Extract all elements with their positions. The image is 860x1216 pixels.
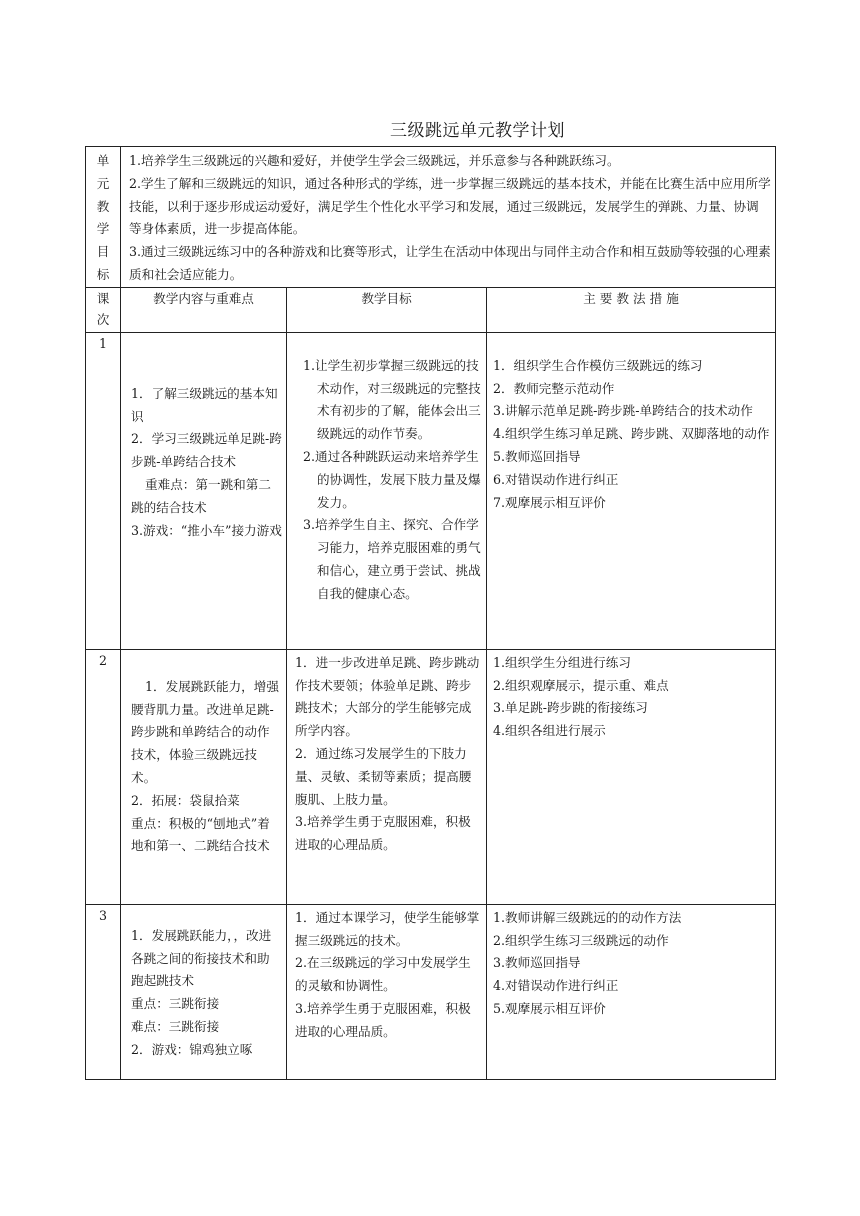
lesson-content: 1．发展跳跃能力，增强腰背肌力量。改进单足跳-跨步跳和单跨结合的动作技术，体验三级跳远技术。 2．拓展：袋鼠拾菜 重点：积极的“刨地式”着地和第一、二跳结合技术 [121, 649, 287, 904]
lesson-methods: 1．组织学生合作模仿三级跳远的练习 2．教师完整示范动作 3.讲解示范单足跳-跨步跳-单跨结合的技术动作 4.组织学生练习单足跳、跨步跳、双脚落地的动作 5.教师巡回指导 6.对错误动作进行纠正 7.观摩展示相互评价 [487, 332, 776, 649]
unit-goal-item: 3.通过三级跳远练习中的各种游戏和比赛等形式，让学生在活动中体现出与同伴主动合作和相互鼓励等较强的心理素质和社会适应能力。 [129, 244, 771, 282]
lesson-number: 3 [86, 904, 121, 1079]
document-title: 三级跳远单元教学计划 [390, 121, 565, 141]
header-lesson: 课 次 [86, 287, 121, 332]
unit-goal-item: 2.学生了解和三级跳远的知识，通过各种形式的学练，进一步掌握三级跳远的基本技术，并能在比赛生活中应用所学技能，以利于逐步形成运动爱好，满足学生个性化水平学习和发展，通过三级跳远，发展学生的弹跳、力量、协调等身体素质，进一步提高体能。 [129, 175, 771, 237]
lesson-content: 1．发展跳跃能力，，改进各跳之间的衔接技术和助跑起跳技术 重点：三跳衔接 难点：三跳衔接 2．游戏：锦鸡独立啄 [121, 904, 287, 1079]
unit-goal-row [86, 147, 776, 288]
lesson-goals: 1．进一步改进单足跳、跨步跳动作技术要领；体验单足跳、跨步跳技术；大部分的学生能够完成所学内容。 2．通过练习发展学生的下肢力量、灵敏、柔韧等素质；提高腰腹肌、上肢力量。 3.培养学生勇于克服困难，积极进取的心理品质。 [287, 649, 487, 904]
lesson-goals: 1．通过本课学习，使学生能够掌握三级跳远的技术。 2.在三级跳远的学习中发展学生的灵敏和协调性。 3.培养学生勇于克服困难，积极进取的心理品质。 [287, 904, 487, 1079]
header-row [86, 287, 776, 332]
lesson-content: 1．了解三级跳远的基本知识 2．学习三级跳远单足跳-跨步跳-单跨结合技术 重难点：第一跳和第二跳的结合技术 3.游戏：“推小车”接力游戏 [121, 332, 287, 649]
lesson-number: 2 [86, 649, 121, 904]
lesson-goals: 1.让学生初步掌握三级跳远的技术动作，对三级跳远的完整技术有初步的了解，能体会出三级跳远的动作节奏。 2.通过各种跳跃运动来培养学生的协调性，发展下肢力量及爆发力。 3.培养学生自主、探究、合作学习能力，培养克服困难的勇气和信心，建立勇于尝试、挑战自我的健康心态。 [287, 332, 487, 649]
lesson-number: 1 [86, 332, 121, 649]
teaching-plan-table [85, 146, 776, 1080]
header-methods: 主 要 教 法 措 施 [487, 287, 776, 332]
header-content: 教学内容与重难点 [121, 287, 287, 332]
lesson-row [86, 332, 776, 649]
unit-goal-item: 1.培养学生三级跳远的兴趣和爱好，并使学生学会三级跳远，并乐意参与各种跳跃练习。 [129, 153, 620, 168]
unit-goal-label: 单 元 教 学 目 标 [86, 147, 121, 288]
header-goals: 教学目标 [287, 287, 487, 332]
lesson-row [86, 904, 776, 1079]
unit-goal-text [121, 147, 776, 288]
lesson-methods: 1.组织学生分组进行练习 2.组织观摩展示，提示重、难点 3.单足跳-跨步跳的衔接练习 4.组织各组进行展示 [487, 649, 776, 904]
lesson-row [86, 649, 776, 904]
lesson-methods: 1.教师讲解三级跳远的的动作方法 2.组织学生练习三级跳远的动作 3.教师巡回指导 4.对错误动作进行纠正 5.观摩展示相互评价 [487, 904, 776, 1079]
